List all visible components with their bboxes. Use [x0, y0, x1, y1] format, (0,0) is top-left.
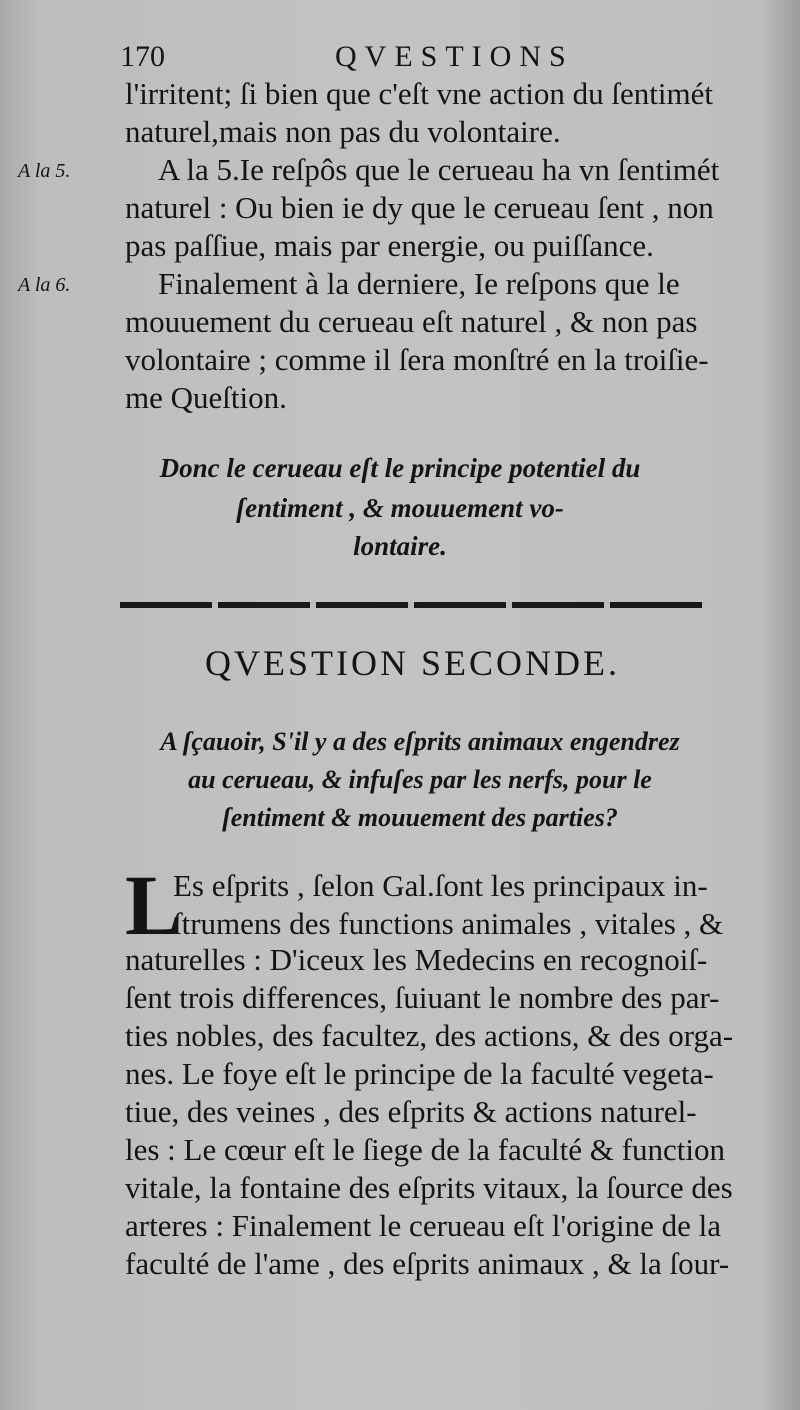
running-head: QVESTIONS — [335, 40, 574, 73]
margin-note: A la 5. — [18, 160, 71, 182]
text-line: volontaire ; comme il ſera monſtré en la troiſie- — [125, 342, 709, 377]
body-line: arteres : Finalement le cerueau eſt l'origine de la — [125, 1208, 722, 1243]
body-line: ties nobles, des facultez, des actions, & des orga- — [125, 1018, 734, 1053]
body-line: naturelles : D'iceux les Medecins en recognoiſ- — [125, 942, 708, 977]
text-line: l'irritent; ſi bien que c'eſt vne action du ſentimét — [125, 76, 713, 111]
margin-note: A la 6. — [18, 274, 71, 296]
ornamental-rule — [120, 602, 708, 608]
body-line: Es eſprits , ſelon Gal.ſont les principaux in- — [173, 868, 708, 903]
page-header — [120, 40, 620, 80]
body-line: ſent trois differences, ſuiuant le nombre des par- — [125, 980, 720, 1015]
question-subtitle-line: au cerueau, & infuſes par les nerfs, pour le — [188, 765, 652, 794]
text-line: me Queſtion. — [125, 380, 287, 415]
question-title: QVESTION SECONDE. — [205, 643, 620, 683]
question-subtitle-line: A ſçauoir, S'il y a des eſprits animaux engendrez — [160, 727, 680, 756]
conclusion-line: ſentiment , & mouuement vo- — [236, 493, 564, 523]
text-line: naturel : Ou bien ie dy que le cerueau ſent , non — [125, 190, 714, 225]
body-line: nes. Le foye eſt le principe de la faculté vegeta- — [125, 1056, 714, 1091]
body-line: les : Le cœur eſt le ſiege de la faculté & function — [125, 1132, 725, 1167]
page-number: 170 — [120, 40, 165, 73]
text-line: pas paſſiue, mais par energie, ou puiſſance. — [125, 228, 654, 263]
text-line: A la 5.Ie reſpôs que le cerueau ha vn ſentimét — [158, 152, 720, 187]
text-line: mouuement du cerueau eſt naturel , & non pas — [125, 304, 698, 339]
text-line: naturel,mais non pas du volontaire. — [125, 114, 561, 149]
question-subtitle-line: ſentiment & mouuement des parties? — [222, 803, 618, 832]
body-line: tiue, des veines , des eſprits & actions naturel- — [125, 1094, 697, 1129]
body-line: ſtrumens des functions animales , vitales , & — [173, 906, 724, 941]
drop-cap: L — [125, 857, 183, 953]
text-line: Finalement à la derniere, Ie reſpons que le — [158, 266, 680, 301]
body-line: faculté de l'ame , des eſprits animaux , & la ſour- — [125, 1246, 730, 1281]
body-line: vitale, la fontaine des eſprits vitaux, la ſource des — [125, 1170, 733, 1205]
conclusion-line: lontaire. — [353, 531, 447, 561]
conclusion-line: Donc le cerueau eſt le principe potentiel du — [159, 453, 641, 483]
